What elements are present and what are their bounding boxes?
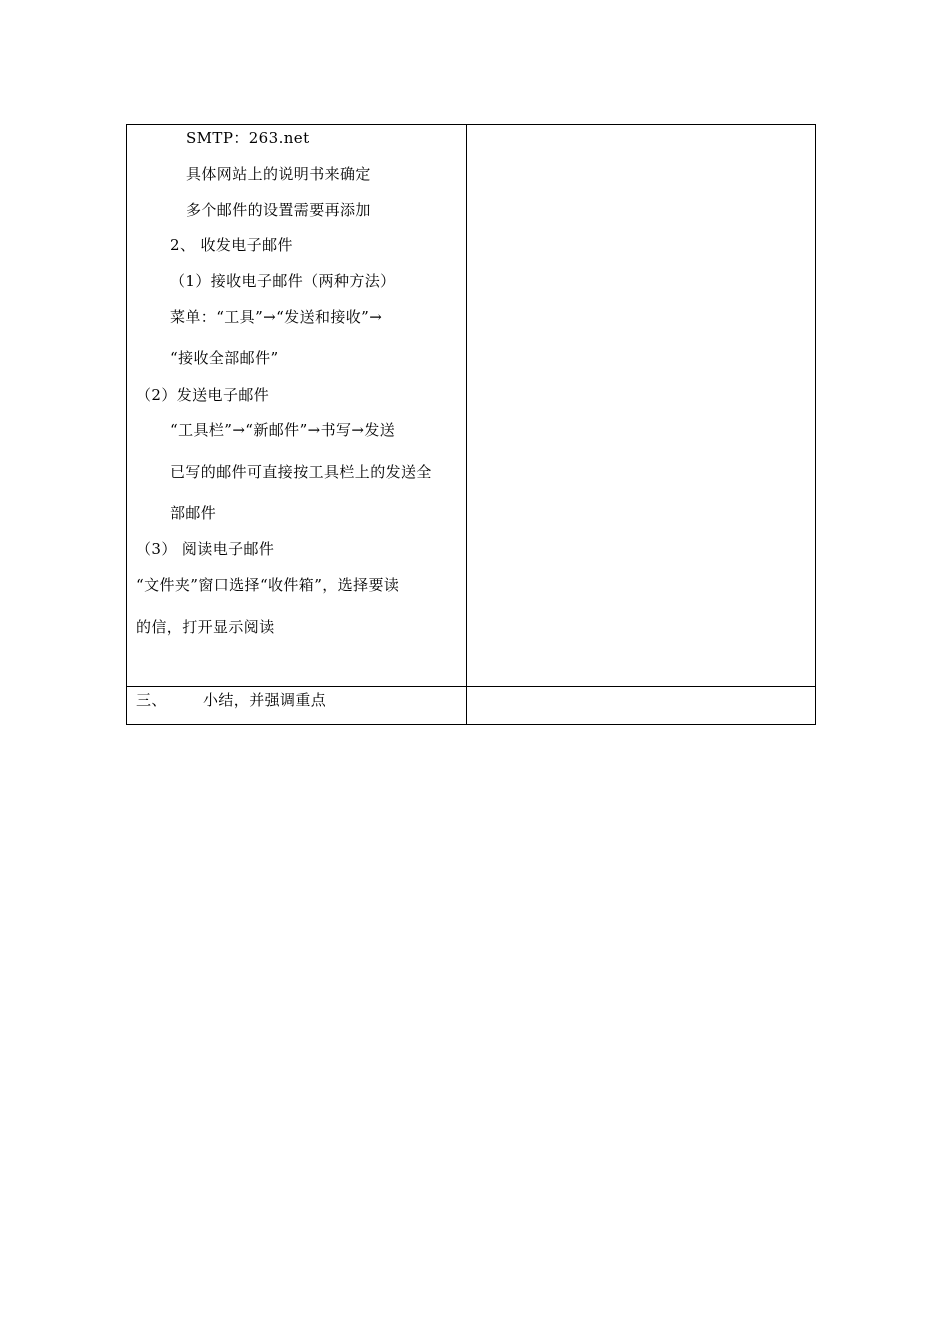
text-line: “工具栏”→“新邮件”→书写→发送 [170,421,396,439]
subsection-heading: （1）接收电子邮件（两种方法） [170,272,396,290]
column-divider [466,125,467,724]
smtp-line: SMTP：263.net [186,129,310,147]
row-divider [127,686,815,687]
text-line: 多个邮件的设置需要再添加 [186,201,371,219]
text-line: 已写的邮件可直接按工具栏上的发送全 [170,463,432,481]
text-line: 部邮件 [170,504,217,522]
text-line: 具体网站上的说明书来确定 [186,165,371,183]
text-line: 菜单：“工具”→“发送和接收”→ [170,308,383,326]
text-line: 的信，打开显示阅读 [136,618,275,636]
subsection-heading: （3） 阅读电子邮件 [136,540,275,558]
summary-text: 小结，并强调重点 [203,691,327,709]
text-line: “文件夹”窗口选择“收件箱”，选择要读 [136,576,400,594]
summary-number: 三、 [136,691,167,709]
section-heading: 2、 收发电子邮件 [170,236,293,254]
subsection-heading: （2）发送电子邮件 [136,386,270,404]
text-line: “接收全部邮件” [170,349,279,367]
